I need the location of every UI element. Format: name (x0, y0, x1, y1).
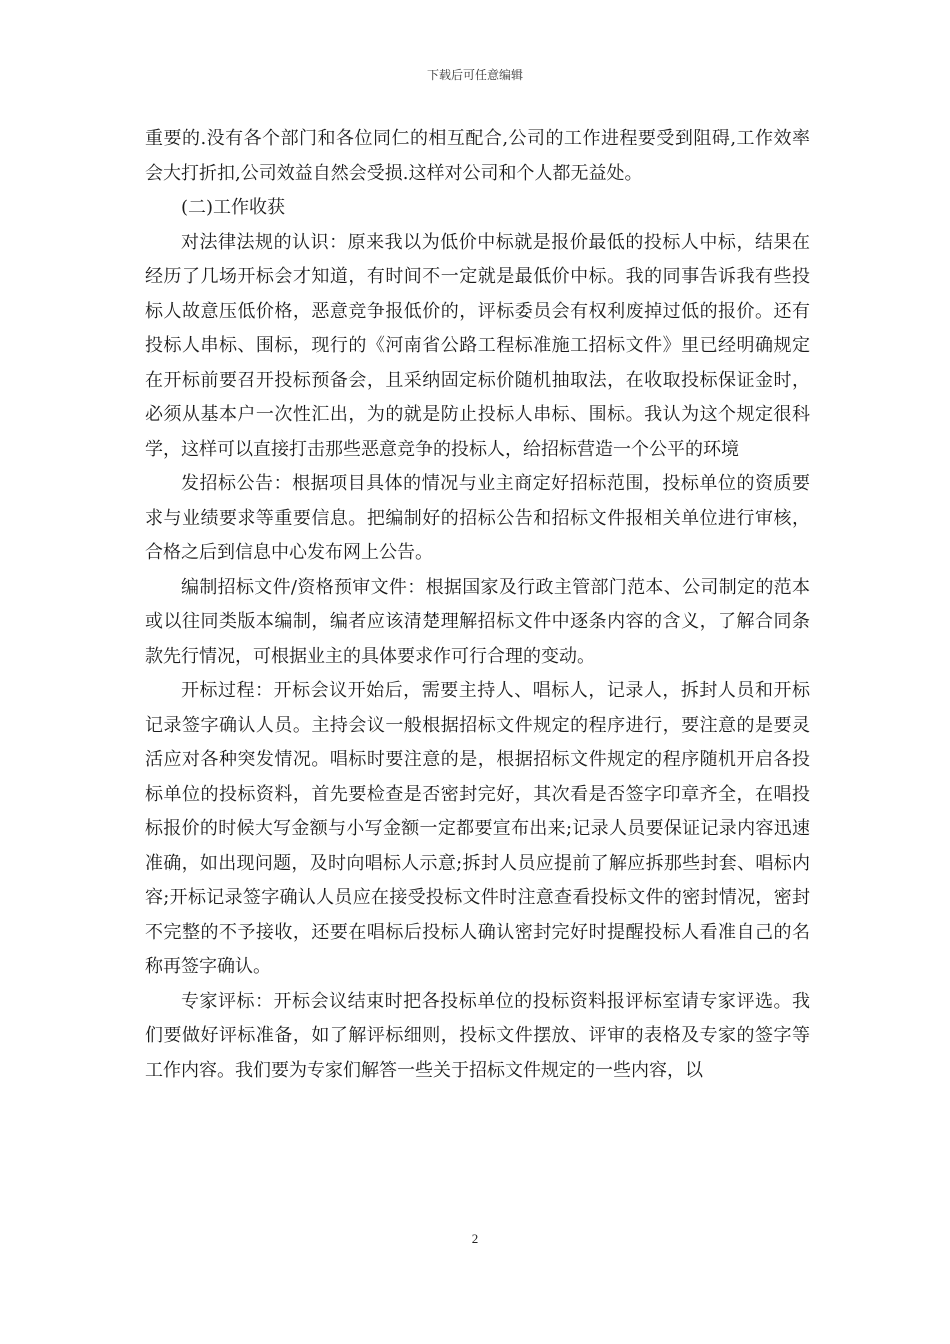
document-body (145, 122, 810, 1088)
page-number: 2 (471, 1231, 479, 1246)
page-header: 下载后可任意编辑 (426, 68, 523, 82)
section-heading: (二)工作收获 (181, 197, 286, 218)
paragraph-legal-awareness: 对法律法规的认识：原来我以为低价中标就是报价最低的投标人中标，结果在经历了几场开标会才知道，有时间不一定就是最低价中标。我的同事告诉我有些投标人故意压低价格，恶意竞争报低价的，评标委员会有权利废掉过低的报价。还有投标人串标、围标，现行的《河南省公路工程标准施工招标文件》里已经明确规定在开标前要召开投标预备会，且采纳固定标价随机抽取法，在收取投标保证金时，必须从基本户一次性汇出，为的就是防止投标人串标、围标。我认为这个规定很科学，这样可以直接打击那些恶意竞争的投标人，给招标营造一个公平的环境 (145, 231, 810, 460)
paragraph-tender-documents: 编制招标文件/资格预审文件：根据国家及行政主管部门范本、公司制定的范本或以往同类版本编制，编者应该清楚理解招标文件中逐条内容的含义，了解合同条款先行情况，可根据业主的具体要求作可行合理的变动。 (145, 576, 810, 667)
paragraph-expert-evaluation: 专家评标：开标会议结束时把各投标单位的投标资料报评标室请专家评选。我们要做好评标准备，如了解评标细则，投标文件摆放、评审的表格及专家的签字等工作内容。我们要为专家们解答一些关于招标文件规定的一些内容，以 (145, 990, 810, 1081)
paragraph-bid-opening: 开标过程：开标会议开始后，需要主持人、唱标人，记录人，拆封人员和开标记录签字确认人员。主持会议一般根据招标文件规定的程序进行，要注意的是要灵活应对各种突发情况。唱标时要注意的是，根据招标文件规定的程序随机开启各投标单位的投标资料，首先要检查是否密封完好，其次看是否签字印章齐全，在唱投标报价的时候大写金额与小写金额一定都要宣布出来;记录人员要保证记录内容迅速准确，如出现问题，及时向唱标人示意;拆封人员应提前了解应拆那些封套、唱标内容;开标记录签字确认人员应在接受投标文件时注意查看投标文件的密封情况，密封不完整的不予接收，还要在唱标后投标人确认密封完好时提醒投标人看准自己的名称再签字确认。 (145, 680, 810, 977)
paragraph-continued: 重要的.没有各个部门和各位同仁的相互配合,公司的工作进程要受到阻碍,工作效率会大打折扣,公司效益自然会受损.这样对公司和个人都无益处。 (145, 128, 810, 184)
paragraph-tender-notice: 发招标公告：根据项目具体的情况与业主商定好招标范围，投标单位的资质要求与业绩要求等重要信息。把编制好的招标公告和招标文件报相关单位进行审核，合格之后到信息中心发布网上公告。 (145, 473, 810, 563)
